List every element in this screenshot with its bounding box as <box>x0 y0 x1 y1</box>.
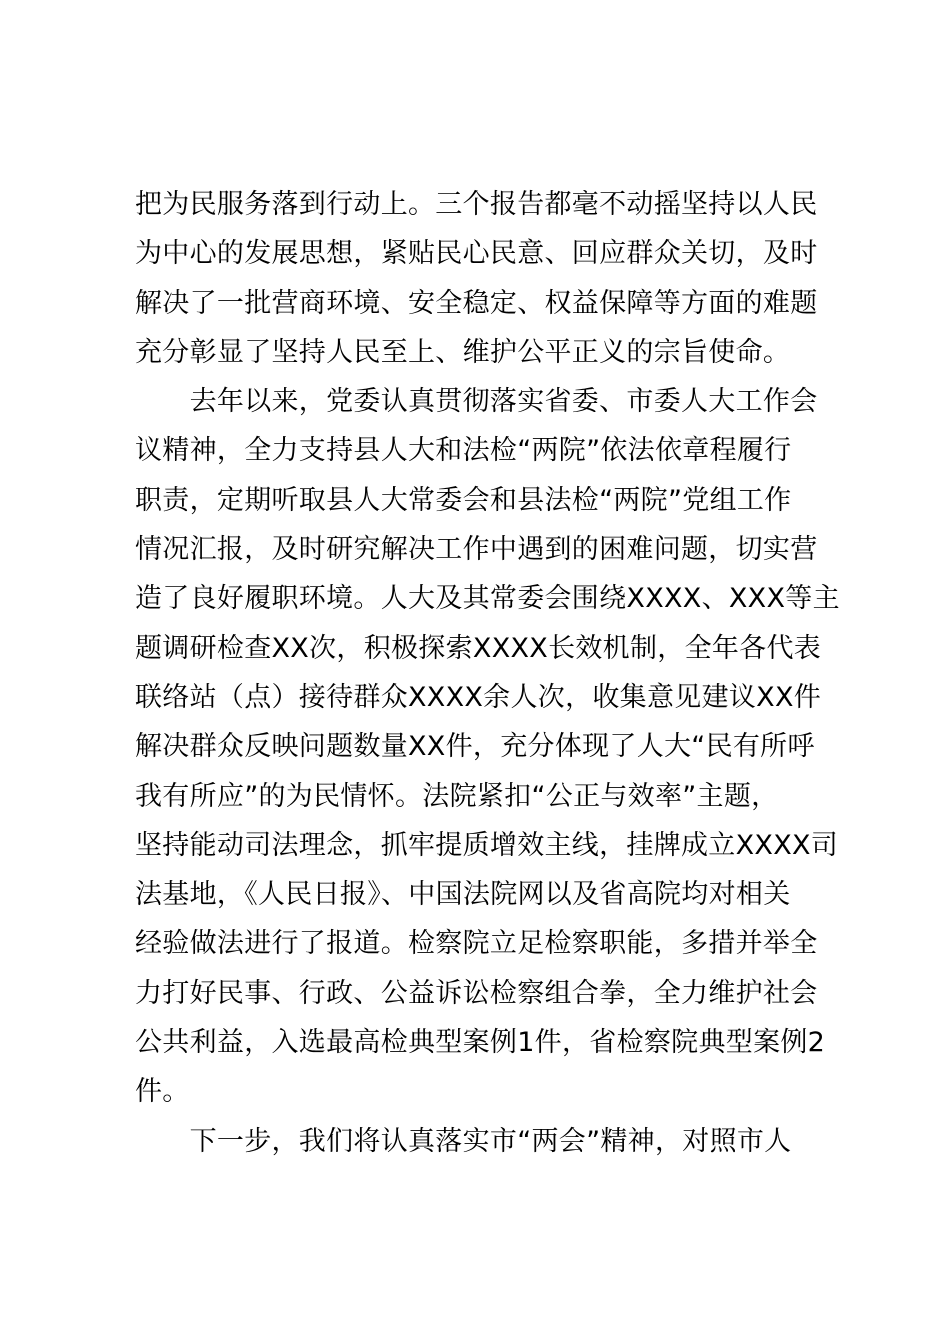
text-line: 坚持能动司法理念，抓牢提质增效主线，挂牌成立XXXX司 <box>135 829 839 861</box>
text-line: 把为民服务落到行动上。三个报告都毫不动摇坚持以人民 <box>135 189 818 220</box>
text-line: 公共利益，入选最高检典型案例1件，省检察院典型案例2 <box>135 1027 826 1059</box>
document-body <box>135 180 840 1166</box>
text-line: 造了良好履职环境。人大及其常委会围绕XXXX、XXX等主 <box>135 583 840 615</box>
text-line: 经验做法进行了报道。检察院立足检察职能，多措并举全 <box>135 928 818 960</box>
text-line: 职责，定期听取县人大常委会和县法检“两院”党组工作 <box>135 484 792 516</box>
text-line: 我有所应”的为民情怀。法院紧扣“公正与效率”主题， <box>135 780 779 812</box>
text-line: 下一步，我们将认真落实市“两会”精神，对照市人 <box>135 1125 792 1157</box>
text-line: 解决了一批营商环境、安全稳定、权益保障等方面的难题 <box>135 287 818 319</box>
text-line: 力打好民事、行政、公益诉讼检察组合拳，全力维护社会 <box>135 977 818 1009</box>
text-line: 题调研检查XX次，积极探索XXXX长效机制，全年各代表 <box>135 632 822 664</box>
text-line: 议精神，全力支持县人大和法检“两院”依法依章程履行 <box>135 435 792 467</box>
text-line: 件。 <box>135 1076 190 1108</box>
text-line: 解决群众反映问题数量XX件，充分体现了人大“民有所呼 <box>135 731 815 763</box>
text-line: 充分彰显了坚持人民至上、维护公平正义的宗旨使命。 <box>135 336 791 368</box>
text-line: 联络站（点）接待群众XXXX余人次，收集意见建议XX件 <box>135 681 822 713</box>
text-line: 情况汇报，及时研究解决工作中遇到的困难问题，切实营 <box>135 534 818 566</box>
text-line: 去年以来，党委认真贯彻落实省委、市委人大工作会 <box>135 386 818 418</box>
text-line: 法基地，《人民日报》、中国法院网以及省高院均对相关 <box>135 879 791 911</box>
text-line: 为中心的发展思想，紧贴民心民意、回应群众关切，及时 <box>135 238 818 270</box>
